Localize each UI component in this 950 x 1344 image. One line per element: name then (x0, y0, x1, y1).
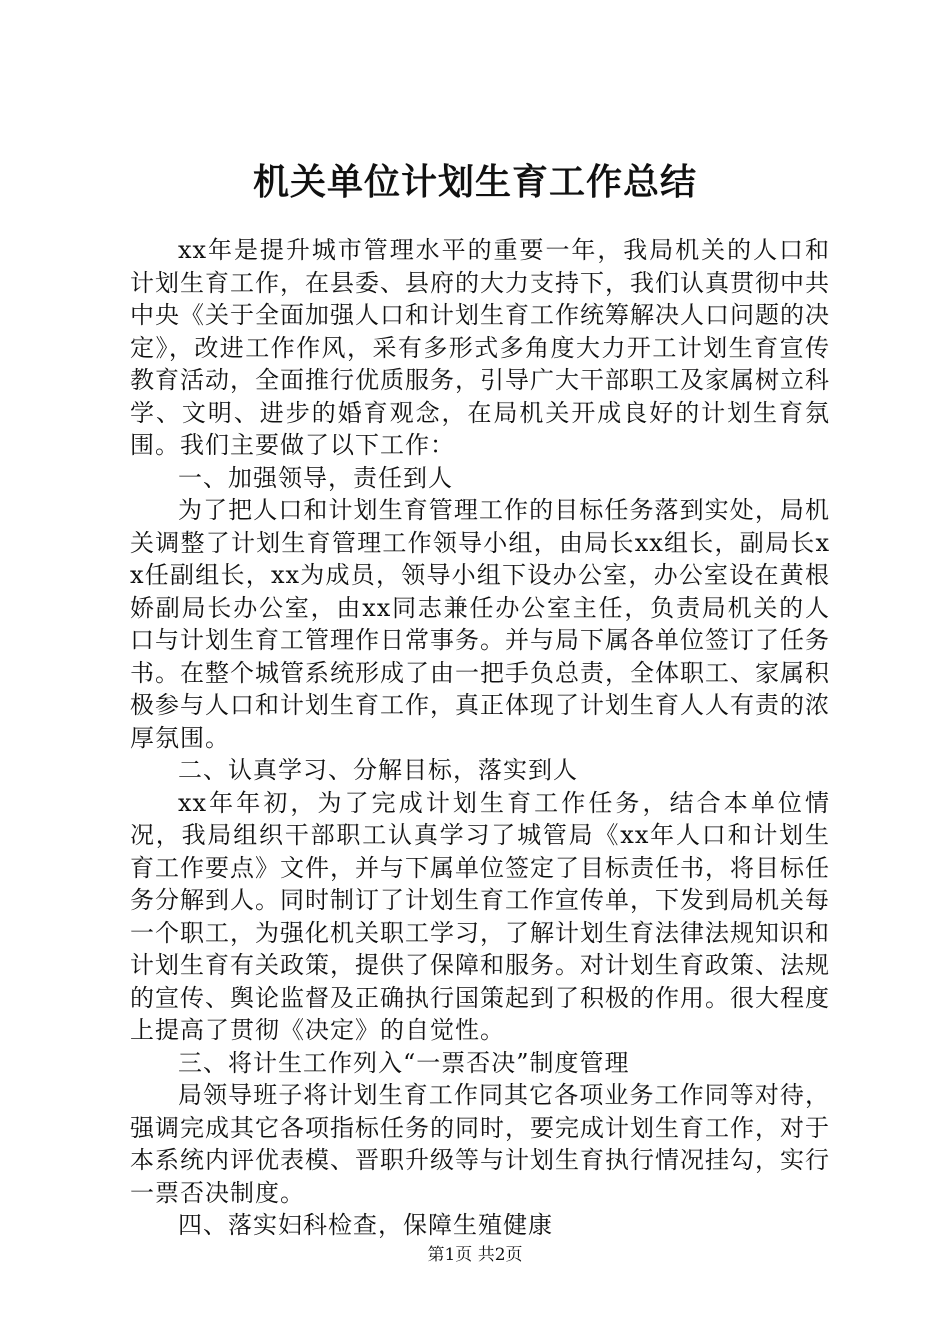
section-paragraph-3: 局领导班子将计划生育工作同其它各项业务工作同等对待，强调完成其它各项指标任务的同时，要完成计划生育工作，对于本系统内评优表模、晋职升级等与计划生育执行情况挂勾，实行一票否决制度。 (130, 1081, 830, 1207)
section-heading-2: 二、认真学习、分解目标，落实到人 (178, 756, 578, 784)
section-paragraph-2: xx年年初，为了完成计划生育工作任务，结合本单位情况，我局组织干部职工认真学习了城管局《xx年人口和计划生育工作要点》文件，并与下属单位签定了目标责任书，将目标任务分解到人。同时制订了计划生育工作宣传单，下发到局机关每一个职工，为强化机关职工学习，了解计划生育法律法规知识和计划生育有关政策，提供了保障和服务。对计划生育政策、法规的宣传、舆论监督及正确执行国策起到了积极的作用。很大程度上提高了贯彻《决定》的自觉性。 (130, 788, 830, 1044)
page-footer: 第1页 共2页 (427, 1245, 523, 1265)
section-heading-4: 四、落实妇科检查，保障生殖健康 (178, 1211, 553, 1239)
document-body (130, 234, 830, 1242)
section-paragraph-1: 为了把人口和计划生育管理工作的目标任务落到实处，局机关调整了计划生育管理工作领导小组，由局长xx组长，副局长xx任副组长，xx为成员，领导小组下设办公室，办公室设在黄根娇副局长办公室，由xx同志兼任办公室主任，负责局机关的人口与计划生育工管理作日常事务。并与局下属各单位签订了任务书。在整个城管系统形成了由一把手负总责，全体职工、家属积极参与人口和计划生育工作，真正体现了计划生育人人有责的浓厚氛围。 (130, 496, 830, 752)
section-heading-1: 一、加强领导，责任到人 (178, 463, 453, 492)
document-title: 机关单位计划生育工作总结 (252, 161, 697, 203)
section-heading-3: 三、将计生工作列入“一票否决”制度管理 (178, 1048, 630, 1077)
intro-paragraph: xx年是提升城市管理水平的重要一年，我局机关的人口和计划生育工作，在县委、县府的大力支持下，我们认真贯彻中共中央《关于全面加强人口和计划生育工作统筹解决人口问题的决定》，改进工作作风，采有多形式多角度大力开工计划生育宣传教育活动，全面推行优质服务，引导广大干部职工及家属树立科学、文明、进步的婚育观念，在局机关开成良好的计划生育氛围。我们主要做了以下工作： (130, 236, 830, 459)
